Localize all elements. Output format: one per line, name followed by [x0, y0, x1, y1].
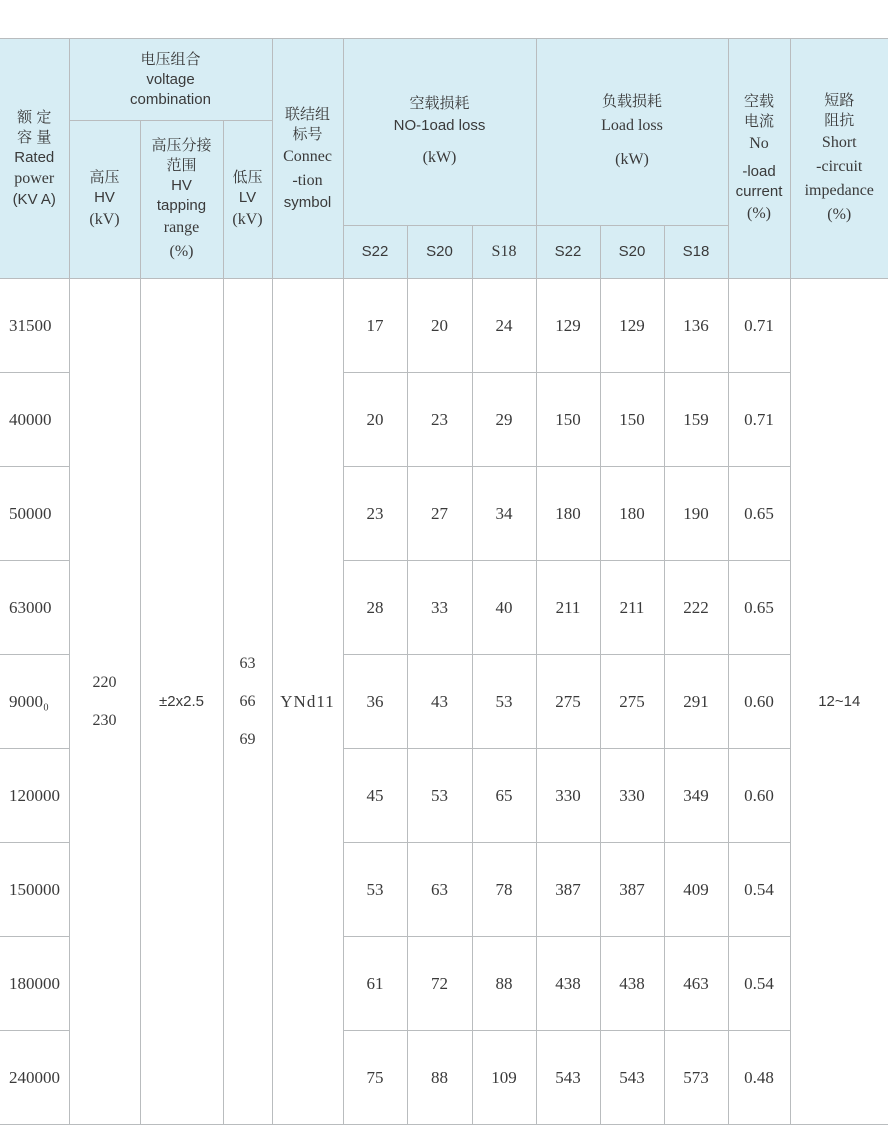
header-line: (KV A) [12, 190, 56, 208]
table-header [0, 39, 888, 279]
noload-current-cell: 0.54 [728, 937, 790, 1031]
noload-s18-cell: 53 [472, 655, 536, 749]
header-line: (%) [747, 204, 771, 222]
load-s20-cell: 330 [600, 749, 664, 843]
header-line: (kV) [232, 210, 263, 228]
header-line: 电压组合 [140, 50, 201, 68]
header-line: -load [742, 162, 776, 180]
header-line: 空载损耗 [409, 95, 470, 112]
header-line: combination [130, 90, 211, 108]
noload-s22-cell: 20 [343, 373, 407, 467]
load-s20-cell: 129 [600, 279, 664, 373]
noload-s20-cell: 63 [407, 843, 472, 937]
noload-s22-cell: 53 [343, 843, 407, 937]
lv-header [223, 121, 272, 279]
load-s22-cell: 275 [536, 655, 600, 749]
header-line: -circuit [816, 157, 863, 175]
noload-s18-cell: 40 [472, 561, 536, 655]
noload-s18-cell: 24 [472, 279, 536, 373]
header-line: impedance [804, 181, 874, 199]
load-s20-cell: 438 [600, 937, 664, 1031]
table-row [0, 279, 888, 373]
load-s22-cell: 438 [536, 937, 600, 1031]
noload-current-cell: 0.54 [728, 843, 790, 937]
connection-symbol-header [272, 39, 343, 279]
hv-value: 230 [92, 711, 117, 729]
load-s18-cell: 573 [664, 1031, 728, 1125]
load-s20-cell: 180 [600, 467, 664, 561]
lv-value: 66 [239, 692, 256, 710]
noload-s20-cell: 72 [407, 937, 472, 1031]
load-s18-cell: 463 [664, 937, 728, 1031]
noload-current-cell: 0.65 [728, 467, 790, 561]
load-s22-cell: 387 [536, 843, 600, 937]
load-s18-cell: 190 [664, 467, 728, 561]
header-line: range [163, 218, 200, 236]
noload-s18-cell: 34 [472, 467, 536, 561]
header-line: LV [238, 188, 257, 206]
rated-power-header [0, 39, 69, 279]
load-s20-cell: 543 [600, 1031, 664, 1125]
header-line: 短路 [824, 91, 855, 109]
load-s20-cell: 387 [600, 843, 664, 937]
load-s18-cell: 291 [664, 655, 728, 749]
noload-current-cell: 0.60 [728, 749, 790, 843]
hv-value-cell [69, 279, 140, 1125]
noload-s22-cell: 36 [343, 655, 407, 749]
hv-value: 220 [92, 673, 117, 691]
noload-s22-cell: 17 [343, 279, 407, 373]
rated-power-cell: 63000 [0, 561, 69, 655]
subheader-s20-load: S20 [600, 226, 664, 279]
load-loss-header [536, 39, 728, 226]
header-line: 容 量 [17, 128, 52, 146]
subheader-s22-load: S22 [536, 226, 600, 279]
header-line: HV [94, 188, 115, 206]
hv-header [69, 121, 140, 279]
header-line: 电流 [744, 112, 775, 130]
header-line: Load loss [601, 117, 663, 134]
lv-value: 69 [239, 730, 256, 748]
subheader-s20-noload: S20 [407, 226, 472, 279]
noload-s22-cell: 23 [343, 467, 407, 561]
load-s18-cell: 136 [664, 279, 728, 373]
noload-s20-cell: 88 [407, 1031, 472, 1125]
header-line: (kW) [615, 151, 649, 168]
rated-power-cell: 40000 [0, 373, 69, 467]
header-line: tapping [156, 196, 207, 214]
header-line: current [735, 182, 783, 200]
rated-power-cell: 9000₀ [0, 655, 69, 749]
header-line: (kW) [422, 149, 457, 166]
load-s22-cell: 330 [536, 749, 600, 843]
load-s20-cell: 275 [600, 655, 664, 749]
noload-s18-cell: 88 [472, 937, 536, 1031]
rated-power-cell: 180000 [0, 937, 69, 1031]
header-line: (kV) [89, 210, 120, 228]
header-line: (%) [827, 205, 852, 223]
header-line: 阻抗 [824, 111, 855, 129]
noload-loss-header [343, 39, 536, 226]
load-s18-cell: 159 [664, 373, 728, 467]
header-line: NO-1oad loss [393, 117, 486, 134]
spec-table-container [0, 38, 888, 1125]
load-s22-cell: 150 [536, 373, 600, 467]
load-s18-cell: 222 [664, 561, 728, 655]
noload-s22-cell: 45 [343, 749, 407, 843]
header-line: 负载损耗 [602, 93, 663, 110]
noload-s22-cell: 28 [343, 561, 407, 655]
lv-value: 63 [239, 654, 256, 672]
header-line: 低压 [232, 168, 263, 186]
subheader-s22-noload: S22 [343, 226, 407, 279]
transformer-spec-table [0, 38, 888, 1125]
noload-current-header [728, 39, 790, 279]
noload-s22-cell: 61 [343, 937, 407, 1031]
connection-symbol-cell: YNd11 [272, 279, 343, 1125]
tapping-range-cell: ±2x2.5 [140, 279, 223, 1125]
noload-s20-cell: 33 [407, 561, 472, 655]
rated-power-cell: 50000 [0, 467, 69, 561]
header-line: 空载 [744, 92, 775, 110]
table-body [0, 279, 888, 1125]
noload-s18-cell: 29 [472, 373, 536, 467]
rated-power-cell: 120000 [0, 749, 69, 843]
impedance-cell: 12~14 [790, 279, 888, 1125]
header-line: symbol [283, 193, 332, 211]
header-line: voltage [146, 70, 195, 88]
impedance-header [790, 39, 888, 279]
header-line: No [749, 134, 769, 152]
noload-s22-cell: 75 [343, 1031, 407, 1125]
header-line: Rated [14, 148, 55, 166]
header-line: 额 定 [17, 108, 52, 126]
noload-s20-cell: 23 [407, 373, 472, 467]
rated-power-cell: 31500 [0, 279, 69, 373]
noload-current-cell: 0.71 [728, 373, 790, 467]
header-line: Connec [283, 147, 332, 165]
load-s22-cell: 129 [536, 279, 600, 373]
noload-s20-cell: 43 [407, 655, 472, 749]
load-s20-cell: 150 [600, 373, 664, 467]
subheader-s18-noload: S18 [472, 226, 536, 279]
header-line: power [14, 169, 55, 187]
header-line: 高压分接 [151, 136, 212, 154]
noload-current-cell: 0.48 [728, 1031, 790, 1125]
load-s18-cell: 409 [664, 843, 728, 937]
header-line: 联结组 [284, 105, 330, 123]
header-line: Short [821, 133, 857, 151]
noload-s20-cell: 53 [407, 749, 472, 843]
noload-current-cell: 0.65 [728, 561, 790, 655]
load-s22-cell: 543 [536, 1031, 600, 1125]
noload-s20-cell: 27 [407, 467, 472, 561]
header-line: 标号 [292, 125, 323, 143]
noload-current-cell: 0.71 [728, 279, 790, 373]
rated-power-cell: 240000 [0, 1031, 69, 1125]
header-line: 范围 [166, 156, 197, 174]
load-s20-cell: 211 [600, 561, 664, 655]
load-s22-cell: 180 [536, 467, 600, 561]
lv-value-cell [223, 279, 272, 1125]
header-line: (%) [169, 242, 194, 260]
noload-s18-cell: 109 [472, 1031, 536, 1125]
noload-s20-cell: 20 [407, 279, 472, 373]
hv-tapping-header [140, 121, 223, 279]
noload-s18-cell: 65 [472, 749, 536, 843]
rated-power-cell: 150000 [0, 843, 69, 937]
load-s18-cell: 349 [664, 749, 728, 843]
subheader-s18-load: S18 [664, 226, 728, 279]
noload-s18-cell: 78 [472, 843, 536, 937]
load-s22-cell: 211 [536, 561, 600, 655]
noload-current-cell: 0.60 [728, 655, 790, 749]
header-line: HV [171, 176, 192, 194]
voltage-combination-header [69, 39, 272, 121]
header-line: 高压 [89, 168, 120, 186]
header-line: -tion [292, 171, 323, 189]
